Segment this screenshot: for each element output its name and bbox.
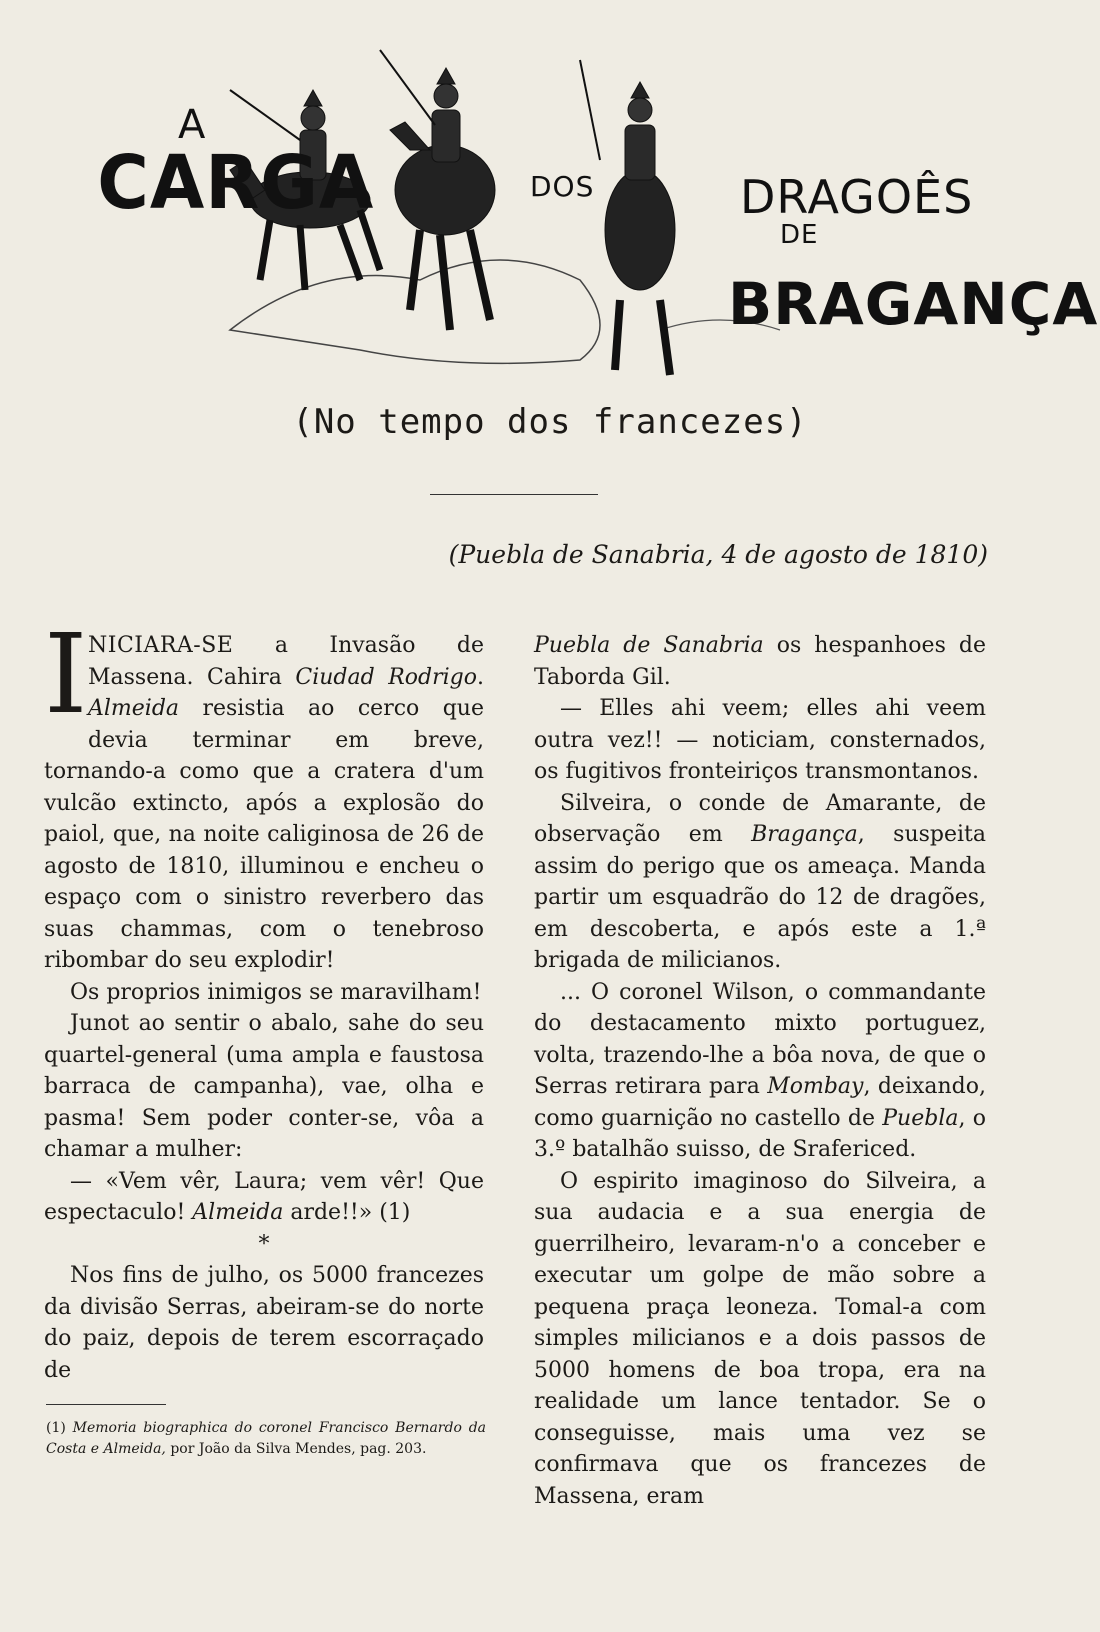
text-run: — «Vem vêr, Laura; vem vêr! Que espectaculo! bbox=[44, 1168, 484, 1225]
place-puebla: Puebla de Sanabria bbox=[534, 633, 764, 658]
text-run: Silveira, o conde de Amarante, de observação em bbox=[534, 790, 986, 847]
paragraph-r4 bbox=[534, 977, 986, 1166]
section-asterisk: * bbox=[258, 1231, 270, 1257]
title-rule bbox=[430, 494, 598, 495]
dropcap: I bbox=[44, 610, 88, 738]
header-illustration bbox=[60, 30, 1099, 420]
text-run: . bbox=[477, 664, 484, 690]
text-run: , deixando, como guarnição no castello de bbox=[534, 1074, 986, 1131]
title-dragoes: DRAGOÊS bbox=[740, 170, 974, 224]
paragraph-3: Junot ao sentir o abalo, sahe do seu quartel-general (uma ampla e faustosa barraca de campanha), vae, olha e pasma! Sem poder conter-se, vôa a chamar a mulher: bbox=[44, 1011, 484, 1162]
place-almeida: Almeida bbox=[192, 1200, 284, 1225]
footnote-rest: por João da Silva Mendes, pag. 203. bbox=[165, 1441, 427, 1457]
paragraph-r1 bbox=[534, 630, 986, 693]
subtitle: (No tempo dos francezes) bbox=[292, 402, 808, 442]
title-braganca: BRAGANÇA bbox=[728, 270, 1099, 338]
right-column bbox=[534, 630, 986, 1512]
text-run: a Invasão de Massena. Cahira bbox=[88, 633, 484, 690]
place-mombay: Mombay bbox=[767, 1074, 864, 1099]
paragraph-r5: O espirito imaginoso do Silveira, a sua audacia e a sua energia de guerrilheiro, levaram-n'o a conceber e executar um golpe de mão sobre a pequena praça leoneza. Tomal-a com simples milicianos e a dois passos de 5000 homens de boa tropa, era na realidade um lance tentador. Se o conseguisse, mais uma vez se confirmava que os francezes de Massena, eram bbox=[534, 1168, 986, 1509]
text-run: resistia ao cerco que devia terminar em breve, tornando-a como que a cratera d'um vulcão extincto, após a explosão do paiol, que, na noite caliginosa de 26 de agosto de 1810, illuminou e encheu o espaço com o sinistro reverbero das suas chammas, com o tenebroso ribombar do seu explodir! bbox=[44, 696, 484, 973]
text-run: arde!!» (1) bbox=[283, 1200, 411, 1225]
dateline: (Puebla de Sanabria, 4 de agosto de 1810) bbox=[448, 540, 988, 569]
lead-word: NICIARA-SE bbox=[88, 633, 234, 658]
footnote-number: (1) bbox=[46, 1420, 73, 1436]
paragraph-4 bbox=[44, 1166, 484, 1229]
paragraph-5: Nos fins de julho, os 5000 francezes da divisão Serras, abeiram-se do norte do paiz, depois de terem escorraçado de bbox=[44, 1263, 484, 1383]
paragraph-2: Os proprios inimigos se maravilham! bbox=[70, 979, 482, 1005]
footnote-rule bbox=[46, 1404, 166, 1405]
paragraph-1 bbox=[44, 610, 484, 977]
title-a: A bbox=[178, 102, 207, 148]
paragraph-r3 bbox=[534, 788, 986, 977]
place-ciudad-rodrigo: Ciudad Rodrigo bbox=[295, 664, 477, 690]
rider-center bbox=[380, 50, 495, 330]
paragraph-r2: — Elles ahi veem; elles ahi veem outra vez!! — noticiam, consternados, os fugitivos fronteiriços transmontanos. bbox=[534, 696, 986, 784]
place-puebla: Puebla bbox=[882, 1105, 959, 1131]
place-almeida: Almeida bbox=[88, 696, 180, 721]
left-column bbox=[44, 610, 484, 1386]
title-de: DE bbox=[780, 220, 819, 250]
rider-right bbox=[580, 60, 675, 375]
title-carga: CARGA bbox=[97, 140, 375, 226]
text-run: ... O coronel Wilson, o commandante do destacamento mixto portuguez, volta, trazendo-lhe a bôa nova, de que o Serras retirara para bbox=[534, 979, 986, 1099]
text-run: , suspeita assim do perigo que os ameaça. Manda partir um esquadrão do 12 de dragões, em descoberta, e após este a 1.ª brigada de milicianos. bbox=[534, 822, 986, 973]
footnote bbox=[46, 1418, 486, 1460]
title-dos: DOS bbox=[530, 170, 595, 203]
text-run: , o 3.º batalhão suisso, de Srafericed. bbox=[534, 1105, 986, 1162]
footnote-title: Memoria biographica do coronel Francisco Bernardo da Costa e Almeida, bbox=[46, 1420, 487, 1457]
place-braganca: Bragança bbox=[751, 822, 858, 847]
text-run: os hespanhoes de Taborda Gil. bbox=[534, 633, 987, 690]
